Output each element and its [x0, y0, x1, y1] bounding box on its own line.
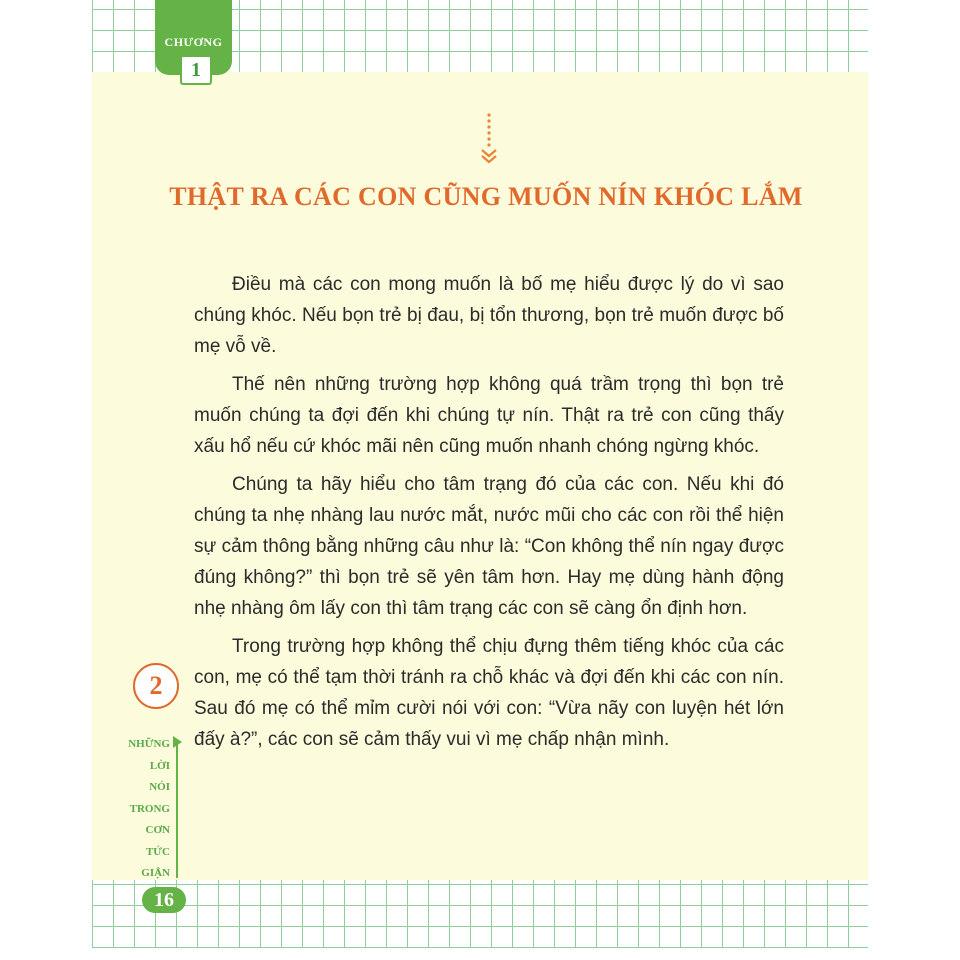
chapter-label: CHƯƠNG: [164, 35, 223, 49]
triangle-marker-icon: [173, 736, 182, 748]
section-word: LỜI: [149, 759, 170, 772]
section-number: 2: [133, 663, 179, 709]
section-word: CƠN: [145, 824, 170, 836]
section-word: TỨC: [145, 845, 170, 858]
section-word: TRONG: [129, 802, 170, 815]
paragraph: Chúng ta hãy hiểu cho tâm trạng đó của các con. Nếu khi đó chúng ta nhẹ nhàng lau nước mắt, nước mũi cho các con rồi thể hiện sự cảm thông bằng những câu như là: “Con không thể nín ngay được đúng không?” thì bọn trẻ sẽ yên tâm hơn. Hay mẹ dùng hành động nhẹ nhàng ôm lấy con thì tâm trạng các con sẽ càng ổn định hơn.: [194, 474, 784, 619]
section-divider: [176, 742, 178, 878]
paragraph: Thế nên những trường hợp không quá trầm trọng thì bọn trẻ muốn chúng ta đợi đến khi chúng tự nín. Thật ra trẻ con cũng thấy xấu hổ nếu cứ khóc mãi nên cũng muốn nhanh chóng ngừng khóc.: [194, 374, 784, 457]
dotted-chevron-down-icon: [478, 112, 500, 166]
paragraph: Trong trường hợp không thể chịu đựng thêm tiếng khóc của các con, mẹ có thể tạm thời tránh ra chỗ khác và đợi đến khi các con nín. Sau đó mẹ có thể mỉm cười nói với con: “Vừa nãy con luyện hét lớn đấy à?”, các con sẽ cảm thấy vui vì mẹ chấp nhận mình.: [194, 636, 784, 750]
chapter-tab: [155, 0, 232, 81]
paragraph: Điều mà các con mong muốn là bố mẹ hiểu được lý do vì sao chúng khóc. Nếu bọn trẻ bị đau, bị tổn thương, bọn trẻ muốn được bố mẹ vỗ về.: [194, 274, 784, 357]
section-title: [128, 734, 170, 885]
section-word: GIẬN: [141, 867, 170, 879]
grid-footer-strip: [92, 880, 868, 948]
section-word: NHỮNG: [128, 738, 170, 750]
body-text: [194, 269, 784, 762]
page-number: 16: [142, 887, 186, 913]
section-word: NÓI: [149, 781, 170, 793]
page-title: THẬT RA CÁC CON CŨNG MUỐN NÍN KHÓC LẮM: [169, 182, 803, 211]
chapter-number: 1: [180, 55, 212, 85]
